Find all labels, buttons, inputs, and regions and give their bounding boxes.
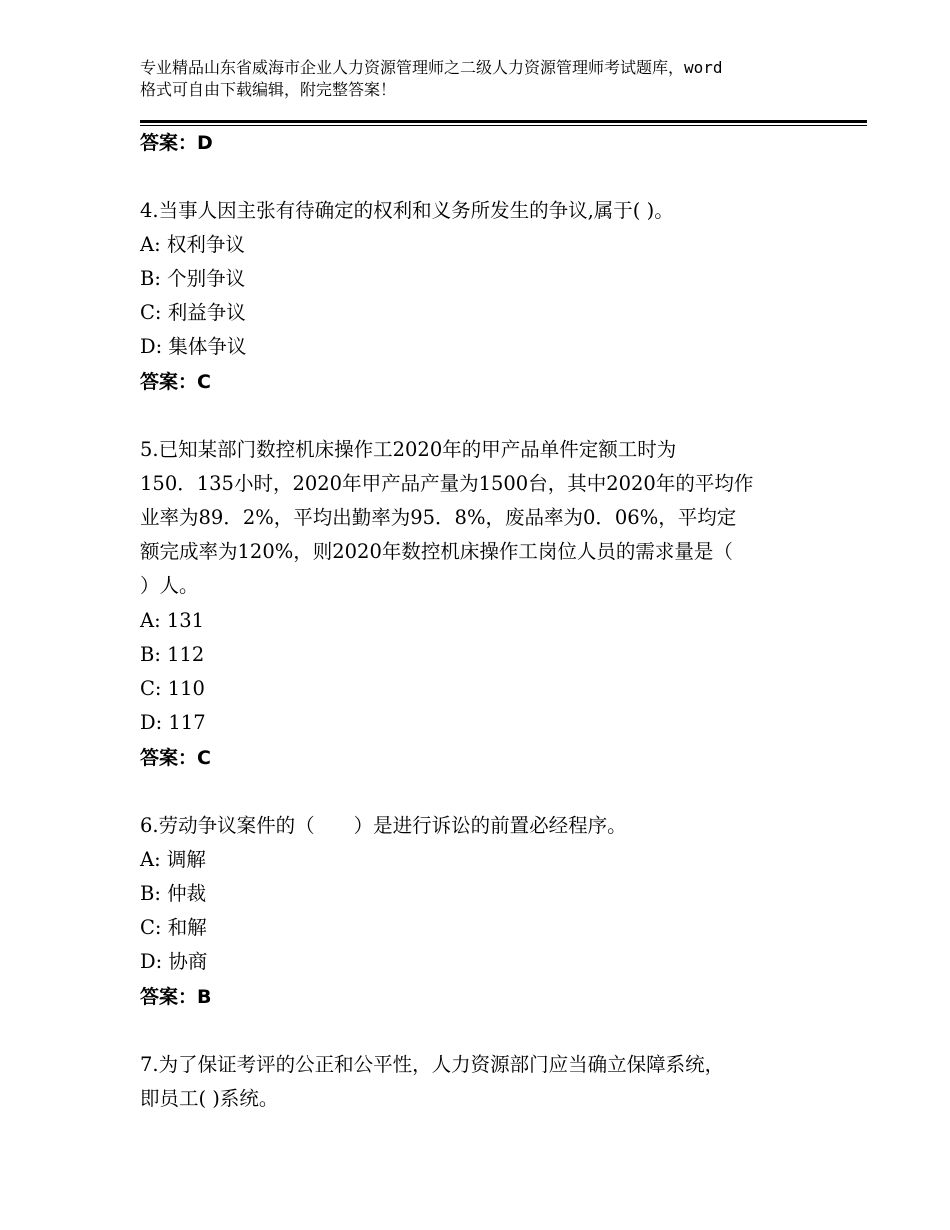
option-a: A: 调解: [140, 848, 206, 871]
answer: 答案：C: [140, 747, 211, 769]
question-stem: 额完成率为120%，则2020年数控机床操作工岗位人员的需求量是（: [140, 540, 733, 563]
question-stem: 即员工( )系统。: [140, 1087, 279, 1110]
document-header: 专业精品山东省威海市企业人力资源管理师之二级人力资源管理师考试题库，word 格式可自由下载编辑，附完整答案！: [140, 58, 723, 99]
answer: 答案：C: [140, 371, 211, 393]
option-c: C: 110: [140, 677, 205, 700]
option-b: B: 仲裁: [140, 882, 207, 905]
option-d: D: 协商: [140, 950, 208, 973]
question-stem: 6.劳动争议案件的（ ）是进行诉讼的前置必经程序。: [140, 814, 627, 837]
option-c: C: 利益争议: [140, 301, 246, 324]
question-stem: ）人。: [140, 574, 199, 597]
option-d: D: 集体争议: [140, 335, 247, 358]
option-b: B: 个别争议: [140, 267, 246, 290]
option-a: A: 权利争议: [140, 233, 245, 256]
option-d: D: 117: [140, 711, 206, 734]
question-stem: 4.当事人因主张有待确定的权利和义务所发生的争议,属于( )。: [140, 199, 674, 222]
header-rule-thick: [140, 120, 867, 123]
answer-q3: 答案：D: [140, 132, 213, 154]
question-stem: 业率为89．2%，平均出勤率为95．8%，废品率为0．06%，平均定: [140, 506, 737, 529]
answer: 答案：B: [140, 986, 212, 1008]
option-c: C: 和解: [140, 916, 207, 939]
option-a: A: 131: [140, 609, 205, 632]
question-stem: 5.已知某部门数控机床操作工2020年的甲产品单件定额工时为: [140, 438, 677, 461]
option-b: B: 112: [140, 643, 205, 666]
header-rule-thin: [140, 125, 867, 126]
question-stem: 7.为了保证考评的公正和公平性，人力资源部门应当确立保障系统，: [140, 1053, 725, 1076]
question-stem: 150．135小时，2020年甲产品产量为1500台，其中2020年的平均作: [140, 472, 754, 495]
